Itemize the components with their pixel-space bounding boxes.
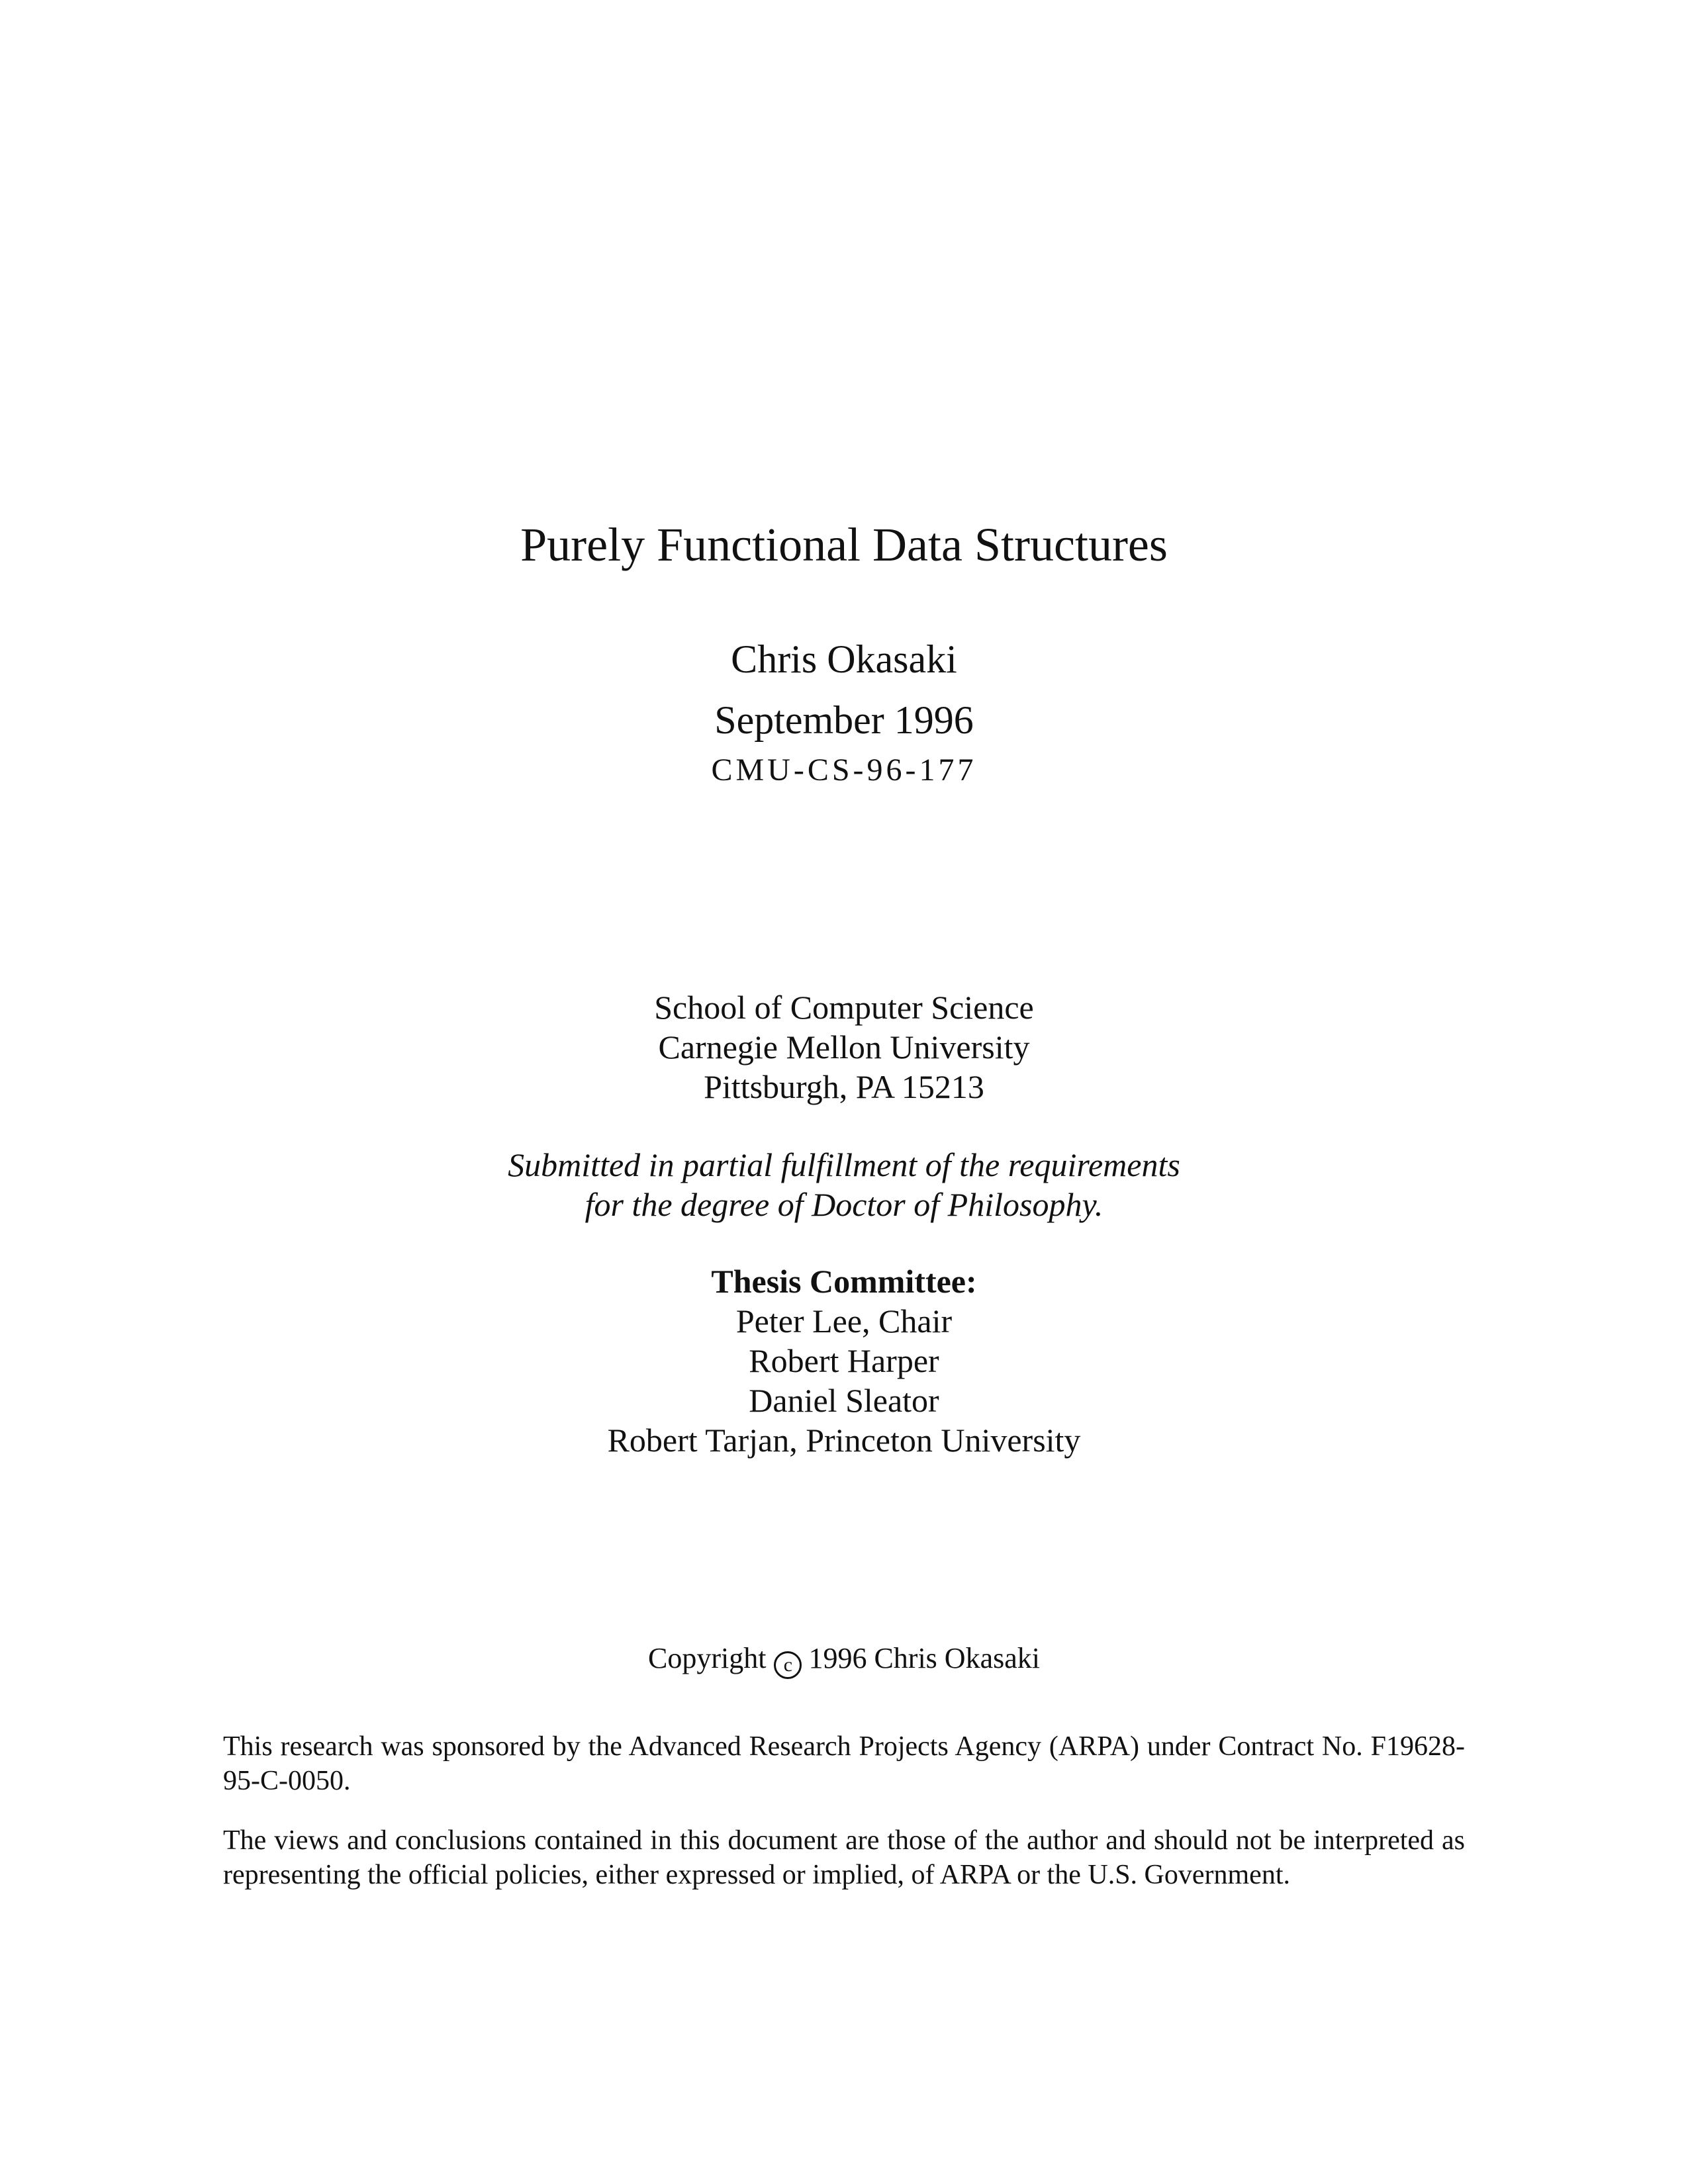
- sponsorship-paragraph: This research was sponsored by the Advanced Research Projects Agency (ARPA) under Contract No. F19628-95-C-0050.: [223, 1731, 1465, 1796]
- committee-member: Robert Tarjan, Princeton University: [607, 1422, 1081, 1459]
- committee-member: Daniel Sleator: [749, 1382, 939, 1419]
- report-number: CMU-CS-96-177: [711, 752, 977, 788]
- degree-statement: [0, 1145, 1688, 1224]
- thesis-committee: [0, 1261, 1688, 1460]
- institution-address: [0, 987, 1688, 1107]
- address-line-school: School of Computer Science: [654, 989, 1034, 1026]
- publication-date: September 1996: [714, 698, 974, 742]
- degree-statement-line-1: Submitted in partial fulfillment of the requirements: [508, 1146, 1180, 1183]
- disclaimer-paragraph: The views and conclusions contained in this document are those of the author and should not be interpreted as representing the official policies, either expressed or implied, of ARPA or the U.S. Government.: [223, 1825, 1465, 1890]
- author-name: Chris Okasaki: [731, 637, 957, 681]
- address-line-city: Pittsburgh, PA 15213: [704, 1068, 984, 1105]
- address-line-university: Carnegie Mellon University: [658, 1028, 1030, 1066]
- copyright-notice: [0, 1639, 1688, 1679]
- document-title: Purely Functional Data Structures: [520, 518, 1168, 571]
- copyright-label: Copyright: [648, 1642, 767, 1674]
- degree-statement-line-2: for the degree of Doctor of Philosophy.: [585, 1186, 1103, 1223]
- copyright-text: 1996 Chris Okasaki: [808, 1642, 1040, 1674]
- committee-member: Peter Lee, Chair: [735, 1302, 953, 1340]
- committee-heading: Thesis Committee:: [711, 1263, 977, 1300]
- copyright-icon: c: [774, 1651, 802, 1679]
- committee-member: Robert Harper: [749, 1342, 939, 1379]
